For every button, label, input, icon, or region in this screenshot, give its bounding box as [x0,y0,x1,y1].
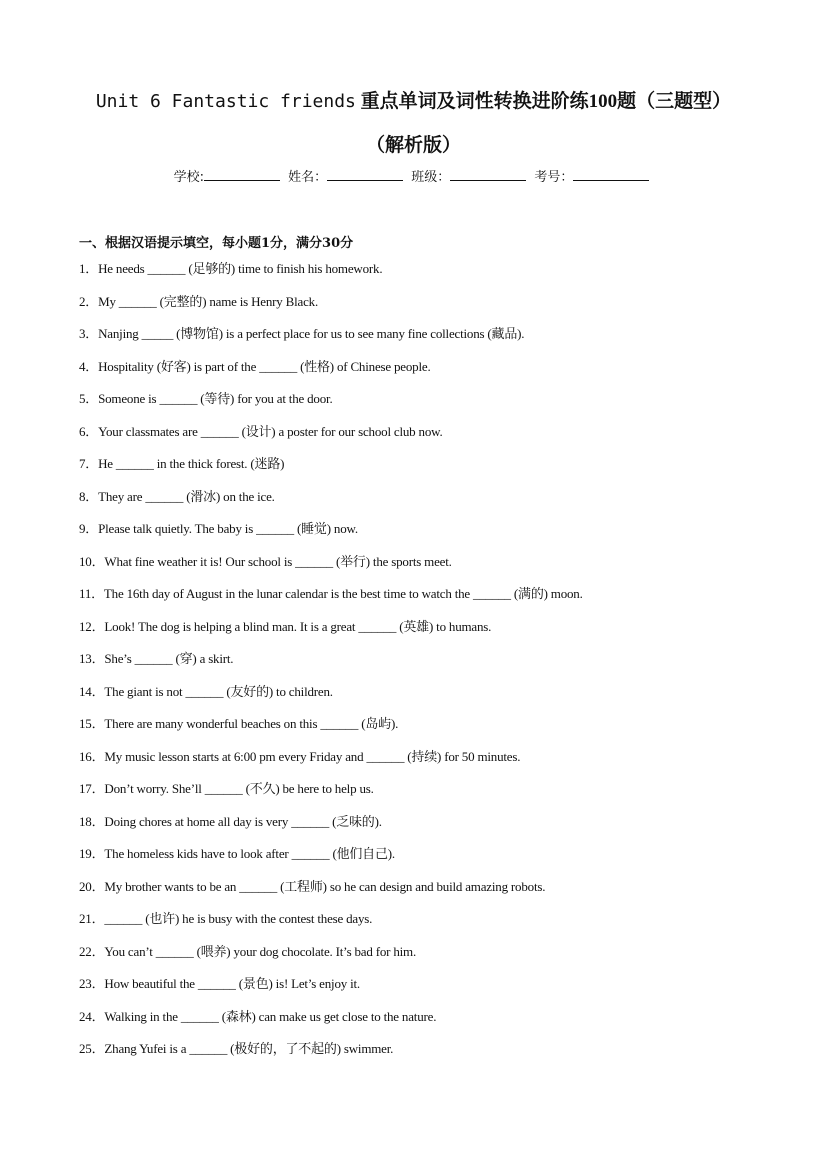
info-label: 考号： [534,170,574,185]
info-field-class [411,170,526,185]
question-item: 25．Zhang Yufei is a ______ (极好的，了不起的) swimmer. [79,1041,394,1056]
section-heading: 一、根据汉语提示填空，每小题1分，满分30分 [79,236,354,251]
question-item: 20．My brother wants to be an ______ (工程师) so he can design and build amazing robots. [79,878,546,894]
question-item: 2．My ______ (完整的) name is Henry Black. [79,293,319,309]
question-item: 17．Don’t worry. She’ll ______ (不久) be here to help us. [79,781,374,796]
exam-number-blank[interactable] [573,168,649,181]
name-blank[interactable] [327,168,403,181]
school-blank[interactable] [204,168,280,181]
question-item: 15．There are many wonderful beaches on this ______ (岛屿). [79,716,399,731]
question-item: 19．The homeless kids have to look after ______ (他们自己). [79,846,395,861]
question-item: 4．Hospitality (好客) is part of the ______ (性格) of Chinese people. [79,358,431,374]
question-item: 18．Doing chores at home all day is very ______ (乏味的). [79,813,382,829]
question-item: 9．Please talk quietly. The baby is ______ (睡觉) now. [79,521,358,536]
question-list [79,258,779,1071]
title-chinese: 重点单词及词性转换进阶练100题（三题型） [355,91,732,112]
class-blank[interactable] [450,168,526,181]
info-field-name [288,170,403,185]
question-item: 14．The giant is not ______ (友好的) to children. [79,683,333,699]
question-item: 16．My music lesson starts at 6:00 pm every Friday and ______ (持续) for 50 minutes. [79,748,521,764]
question-item: 24．Walking in the ______ (森林) can make us get close to the nature. [79,1008,437,1024]
question-item: 10．What fine weather it is! Our school is ______ (举行) the sports meet. [79,553,452,569]
question-item: 12．Look! The dog is helping a blind man. It is a great ______ (英雄) to humans. [79,618,492,634]
question-item: 3．Nanjing _____ (博物馆) is a perfect place for us to see many fine collections (藏品). [79,326,525,341]
question-item: 7．He ______ in the thick forest. (迷路) [79,456,285,471]
question-item: 11．The 16th day of August in the lunar calendar is the best time to watch the ______ (满的) moon. [79,586,583,601]
question-item: 8．They are ______ (滑冰) on the ice. [79,488,275,504]
question-item: 21．______ (也许) he is busy with the contest these days. [79,911,373,926]
student-info-row [0,166,827,185]
info-field-school [174,170,280,185]
title-english: Unit 6 Fantastic friends [95,91,356,112]
question-item: 23．How beautiful the ______ (景色) is! Let’s enjoy it. [79,976,360,991]
question-item: 22．You can’t ______ (喂养) your dog chocolate. It’s bad for him. [79,943,416,959]
page-subtitle: （解析版） [365,135,461,156]
info-label: 学校: [173,170,204,185]
info-field-exam-number [534,170,649,185]
page-title [0,86,827,113]
question-item: 13．She’s ______ (穿) a skirt. [79,651,234,666]
info-label: 姓名： [288,170,328,185]
question-item: 1．He needs ______ (足够的) time to finish his homework. [79,261,383,276]
question-item: 5．Someone is ______ (等待) for you at the door. [79,391,333,406]
info-label: 班级： [411,170,451,185]
question-item: 6．Your classmates are ______ (设计) a poster for our school club now. [79,423,443,439]
